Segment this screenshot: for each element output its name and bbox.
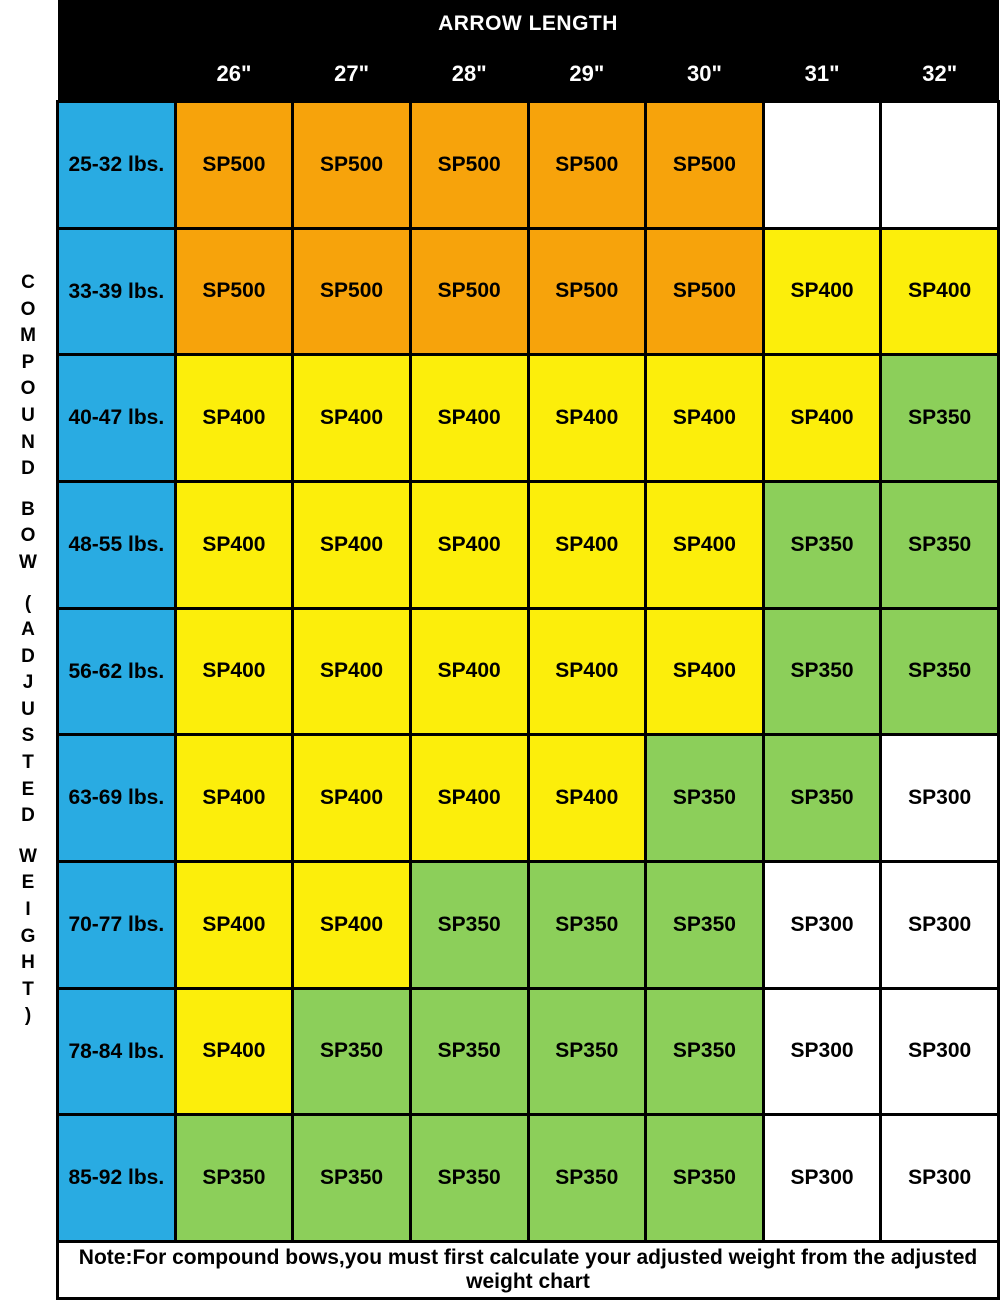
- vertical-label-letter: S: [21, 725, 35, 747]
- vertical-label-letter: P: [21, 351, 35, 373]
- cell-r3-c5: SP400: [646, 355, 764, 482]
- cell-r6-c6: SP350: [763, 735, 881, 862]
- spine-chart-table: [56, 0, 1000, 1300]
- cell-r6-c3: SP400: [410, 735, 528, 862]
- vertical-label-letter: T: [22, 978, 34, 1000]
- cell-r5-c5: SP400: [646, 608, 764, 735]
- table-row: [58, 608, 999, 735]
- row-label-7: 70-77 lbs.: [58, 861, 176, 988]
- cell-r9-c6: SP300: [763, 1115, 881, 1242]
- vertical-label-letter: O: [20, 298, 36, 320]
- table-row: [58, 988, 999, 1115]
- note-row: [58, 1242, 999, 1299]
- row-label-5: 56-62 lbs.: [58, 608, 176, 735]
- cell-r5-c7: SP350: [881, 608, 999, 735]
- cell-r1-c4: SP500: [528, 102, 646, 229]
- vertical-label-letter: D: [21, 805, 35, 827]
- row-label-1: 25-32 lbs.: [58, 102, 176, 229]
- table-row: [58, 861, 999, 988]
- row-label-6: 63-69 lbs.: [58, 735, 176, 862]
- cell-r8-c6: SP300: [763, 988, 881, 1115]
- column-header-1: 26": [175, 48, 293, 102]
- cell-r7-c1: SP400: [175, 861, 293, 988]
- vertical-label-letter: N: [21, 431, 35, 453]
- vertical-label-letter: W: [19, 845, 37, 867]
- cell-r1-c6: [763, 102, 881, 229]
- cell-r2-c7: SP400: [881, 228, 999, 355]
- cell-r1-c3: SP500: [410, 102, 528, 229]
- vertical-label-letter: W: [19, 551, 37, 573]
- chart-body: [58, 102, 999, 1242]
- cell-r2-c1: SP500: [175, 228, 293, 355]
- cell-r2-c4: SP500: [528, 228, 646, 355]
- cell-r9-c3: SP350: [410, 1115, 528, 1242]
- header-corner-cell: [58, 48, 176, 102]
- vertical-label-letter: D: [21, 458, 35, 480]
- column-header-row: [58, 48, 999, 102]
- chart-table-area: [56, 0, 1000, 1300]
- cell-r8-c1: SP400: [175, 988, 293, 1115]
- cell-r9-c5: SP350: [646, 1115, 764, 1242]
- chart-title: ARROW LENGTH: [58, 0, 999, 48]
- cell-r4-c7: SP350: [881, 481, 999, 608]
- vertical-label-letter: U: [21, 698, 35, 720]
- column-header-7: 32": [881, 48, 999, 102]
- vertical-label-letter: A: [21, 619, 35, 641]
- cell-r5-c2: SP400: [293, 608, 411, 735]
- cell-r6-c1: SP400: [175, 735, 293, 862]
- column-header-2: 27": [293, 48, 411, 102]
- column-header-4: 29": [528, 48, 646, 102]
- vertical-label-letter: I: [25, 899, 31, 921]
- cell-r2-c2: SP500: [293, 228, 411, 355]
- cell-r8-c5: SP350: [646, 988, 764, 1115]
- cell-r7-c2: SP400: [293, 861, 411, 988]
- cell-r5-c6: SP350: [763, 608, 881, 735]
- cell-r7-c7: SP300: [881, 861, 999, 988]
- cell-r8-c7: SP300: [881, 988, 999, 1115]
- chart-title-row: [58, 0, 999, 48]
- vertical-label-letter: G: [20, 925, 36, 947]
- table-row: [58, 1115, 999, 1242]
- cell-r4-c3: SP400: [410, 481, 528, 608]
- vertical-label-letter: E: [21, 872, 35, 894]
- cell-r2-c5: SP500: [646, 228, 764, 355]
- cell-r9-c2: SP350: [293, 1115, 411, 1242]
- row-label-2: 33-39 lbs.: [58, 228, 176, 355]
- cell-r1-c7: [881, 102, 999, 229]
- cell-r3-c1: SP400: [175, 355, 293, 482]
- cell-r2-c3: SP500: [410, 228, 528, 355]
- column-header-3: 28": [410, 48, 528, 102]
- cell-r4-c6: SP350: [763, 481, 881, 608]
- cell-r3-c2: SP400: [293, 355, 411, 482]
- table-row: [58, 102, 999, 229]
- cell-r5-c4: SP400: [528, 608, 646, 735]
- table-row: [58, 228, 999, 355]
- cell-r9-c7: SP300: [881, 1115, 999, 1242]
- vertical-label-letter: O: [20, 525, 36, 547]
- table-row: [58, 735, 999, 862]
- cell-r9-c4: SP350: [528, 1115, 646, 1242]
- row-label-8: 78-84 lbs.: [58, 988, 176, 1115]
- vertical-label-letter: C: [21, 271, 35, 293]
- column-header-6: 31": [763, 48, 881, 102]
- cell-r7-c3: SP350: [410, 861, 528, 988]
- cell-r8-c3: SP350: [410, 988, 528, 1115]
- cell-r7-c6: SP300: [763, 861, 881, 988]
- cell-r3-c4: SP400: [528, 355, 646, 482]
- cell-r1-c1: SP500: [175, 102, 293, 229]
- cell-r2-c6: SP400: [763, 228, 881, 355]
- vertical-label-letter: ): [24, 1005, 32, 1027]
- cell-r3-c7: SP350: [881, 355, 999, 482]
- vertical-label-letter: O: [20, 378, 36, 400]
- chart-note: Note:For compound bows,you must first calculate your adjusted weight from the adjusted weight chart: [58, 1242, 999, 1299]
- row-label-4: 48-55 lbs.: [58, 481, 176, 608]
- cell-r6-c7: SP300: [881, 735, 999, 862]
- cell-r8-c2: SP350: [293, 988, 411, 1115]
- cell-r4-c1: SP400: [175, 481, 293, 608]
- vertical-label-letter: T: [22, 752, 34, 774]
- vertical-label-letter: E: [21, 778, 35, 800]
- cell-r3-c3: SP400: [410, 355, 528, 482]
- cell-r4-c4: SP400: [528, 481, 646, 608]
- cell-r7-c4: SP350: [528, 861, 646, 988]
- row-label-9: 85-92 lbs.: [58, 1115, 176, 1242]
- cell-r7-c5: SP350: [646, 861, 764, 988]
- vertical-label-letter: D: [21, 645, 35, 667]
- vertical-label-letter: B: [21, 498, 35, 520]
- cell-r4-c2: SP400: [293, 481, 411, 608]
- cell-r8-c4: SP350: [528, 988, 646, 1115]
- cell-r1-c2: SP500: [293, 102, 411, 229]
- vertical-label-letter: (: [24, 592, 32, 614]
- row-label-3: 40-47 lbs.: [58, 355, 176, 482]
- cell-r6-c2: SP400: [293, 735, 411, 862]
- vertical-label-letter: H: [21, 952, 35, 974]
- vertical-label-letter: J: [22, 672, 34, 694]
- vertical-label-letter: U: [21, 404, 35, 426]
- cell-r3-c6: SP400: [763, 355, 881, 482]
- cell-r1-c5: SP500: [646, 102, 764, 229]
- cell-r5-c3: SP400: [410, 608, 528, 735]
- cell-r4-c5: SP400: [646, 481, 764, 608]
- cell-r9-c1: SP350: [175, 1115, 293, 1242]
- cell-r5-c1: SP400: [175, 608, 293, 735]
- column-header-5: 30": [646, 48, 764, 102]
- vertical-axis-label: [0, 0, 56, 1300]
- cell-r6-c5: SP350: [646, 735, 764, 862]
- table-row: [58, 355, 999, 482]
- vertical-label-letter: M: [20, 325, 36, 347]
- table-row: [58, 481, 999, 608]
- cell-r6-c4: SP400: [528, 735, 646, 862]
